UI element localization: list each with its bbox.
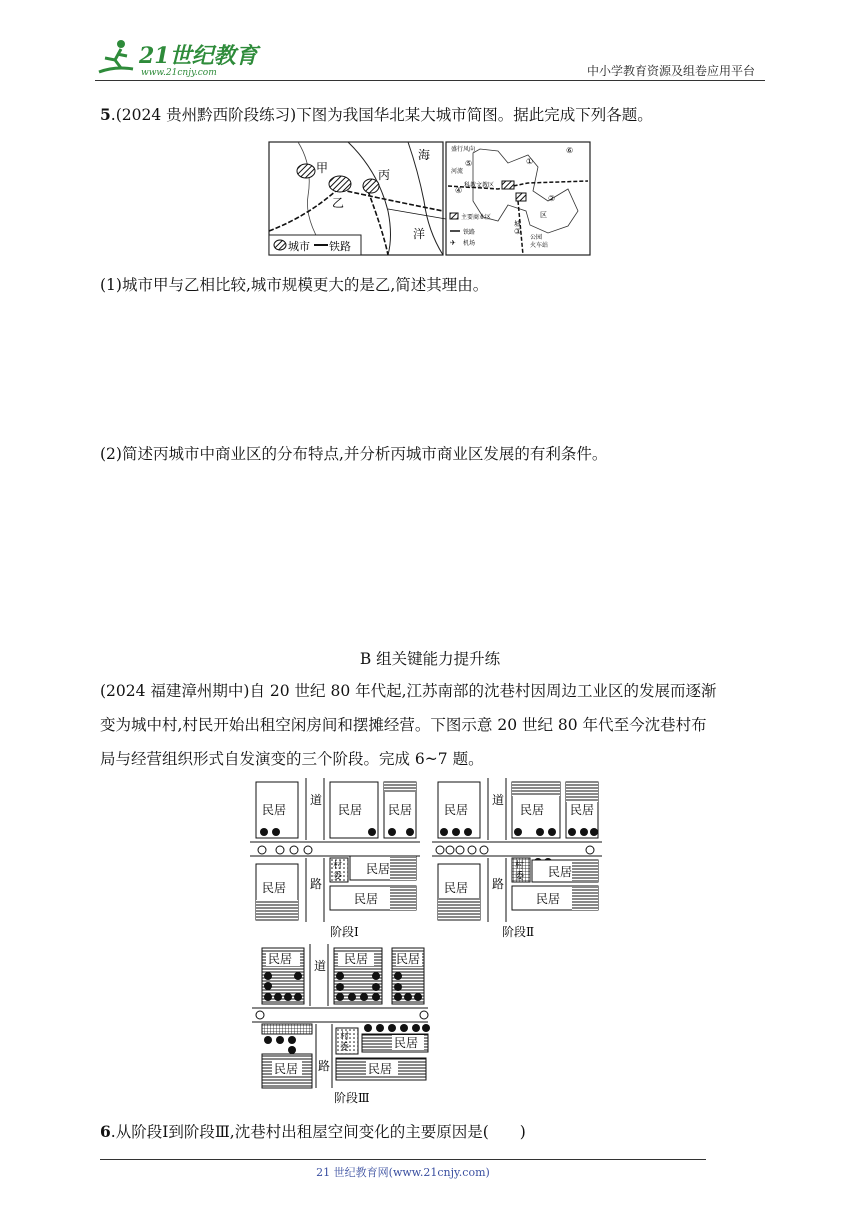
map-river: 河流 [451,168,464,175]
map-legend-airport: 机场 [463,240,476,247]
svg-text:民居: 民居 [536,892,561,906]
svg-text:城: 城 [514,220,521,228]
svg-text:民居: 民居 [344,952,369,966]
q5-stem: 5.(2024 贵州黔西阶段练习)下图为我国华北某大城市简图。据此完成下列各题。 [100,105,653,124]
map-label-bing: 丙 [378,168,391,182]
map-legend-railway: 铁路 [463,229,476,236]
svg-text:道: 道 [310,793,323,807]
header-divider [95,80,765,81]
svg-text:委: 委 [515,872,525,882]
svg-text:道: 道 [492,793,505,807]
svg-text:火车站: 火车站 [530,242,549,249]
stage-3-diagram [252,944,430,1105]
map-label-yang: 洋 [413,227,426,241]
map-legend-commercial: 主要商业区 [461,214,492,221]
svg-text:委: 委 [333,872,343,882]
logo-text: 21世纪教育 [139,43,258,69]
stage-3-label: 阶段Ⅲ [334,1091,370,1105]
svg-text:①: ① [526,157,534,166]
svg-text:民居: 民居 [548,865,573,879]
logo-url: www.21cnjy.com [141,68,217,78]
city-map-figure [268,141,592,257]
svg-text:⑤: ⑤ [465,159,473,168]
svg-text:路: 路 [310,877,323,891]
footer-divider [100,1159,706,1160]
svg-text:村: 村 [340,1032,350,1042]
site-logo [95,38,265,78]
stage-2-label: 阶段Ⅱ [502,925,535,939]
svg-text:民居: 民居 [366,862,391,876]
svg-text:民居: 民居 [396,952,421,966]
svg-text:村: 村 [515,861,525,871]
svg-text:路: 路 [492,877,505,891]
svg-text:✈: ✈ [450,239,456,247]
svg-text:民居: 民居 [268,952,293,966]
svg-text:区: 区 [540,211,547,219]
svg-text:④: ④ [455,186,463,195]
svg-text:③: ③ [514,227,522,236]
map-legend-city: 城市 [288,240,310,253]
q5-sub2: (2)简述丙城市中商业区的分布特点,并分析丙城市商业区发展的有利条件。 [100,445,608,463]
q5-sub1: (1)城市甲与乙相比较,城市规模更大的是乙,简述其理由。 [100,276,489,294]
map-label-jia: 甲 [316,161,329,175]
map-label-yi: 乙 [332,196,345,210]
section-b-title: B 组关键能力提升练 [359,650,501,668]
svg-text:民居: 民居 [262,803,287,817]
svg-text:民居: 民居 [444,881,469,895]
section-b-intro-line2: 变为城中村,村民开始出租空闲房间和摆摊经营。下图示意 20 世纪 80 年代至今沈巷村布 [100,716,707,734]
q6-number: 6 [100,1122,111,1141]
svg-text:民居: 民居 [274,1062,299,1076]
section-b-intro-line1: (2024 福建漳州期中)自 20 世纪 80 年代起,江苏南部的沈巷村因周边工业区的发展而逐渐 [100,682,717,700]
svg-text:⑥: ⑥ [566,146,574,155]
section-b-intro-line3: 局与经营组织形式自发演变的三个阶段。完成 6~7 题。 [100,750,484,768]
svg-text:委: 委 [340,1043,350,1053]
platform-name: 中小学教育资源及组卷应用平台 [586,64,755,78]
svg-text:民居: 民居 [338,803,363,817]
svg-text:村: 村 [333,861,343,871]
q5-number: 5 [100,105,111,124]
map-legend-rail: 铁路 [329,240,351,253]
footer-text: 21 世纪教育网(www.21cnjy.com) [316,1166,490,1179]
stage-1-diagram [250,778,420,939]
svg-text:②: ② [548,194,556,203]
stage-2-diagram [432,778,602,939]
svg-text:民居: 民居 [388,803,413,817]
svg-text:民居: 民居 [262,881,287,895]
svg-text:道: 道 [314,959,327,973]
svg-text:民居: 民居 [570,803,595,817]
svg-text:民居: 民居 [368,1062,393,1076]
stage-1-label: 阶段Ⅰ [330,925,359,939]
map-wind: 盛行风向 [451,146,476,153]
svg-text:公园: 公园 [530,234,543,241]
map-science-area: 科教文教区 [464,182,495,189]
svg-text:民居: 民居 [444,803,469,817]
map-label-hai: 海 [418,148,431,162]
svg-text:民居: 民居 [354,892,379,906]
svg-text:民居: 民居 [520,803,545,817]
q6-stem: 6.从阶段Ⅰ到阶段Ⅲ,沈巷村出租屋空间变化的主要原因是( ) [100,1122,526,1141]
village-stages-figure [250,778,610,1106]
svg-text:路: 路 [318,1059,331,1073]
svg-text:民居: 民居 [394,1036,419,1050]
